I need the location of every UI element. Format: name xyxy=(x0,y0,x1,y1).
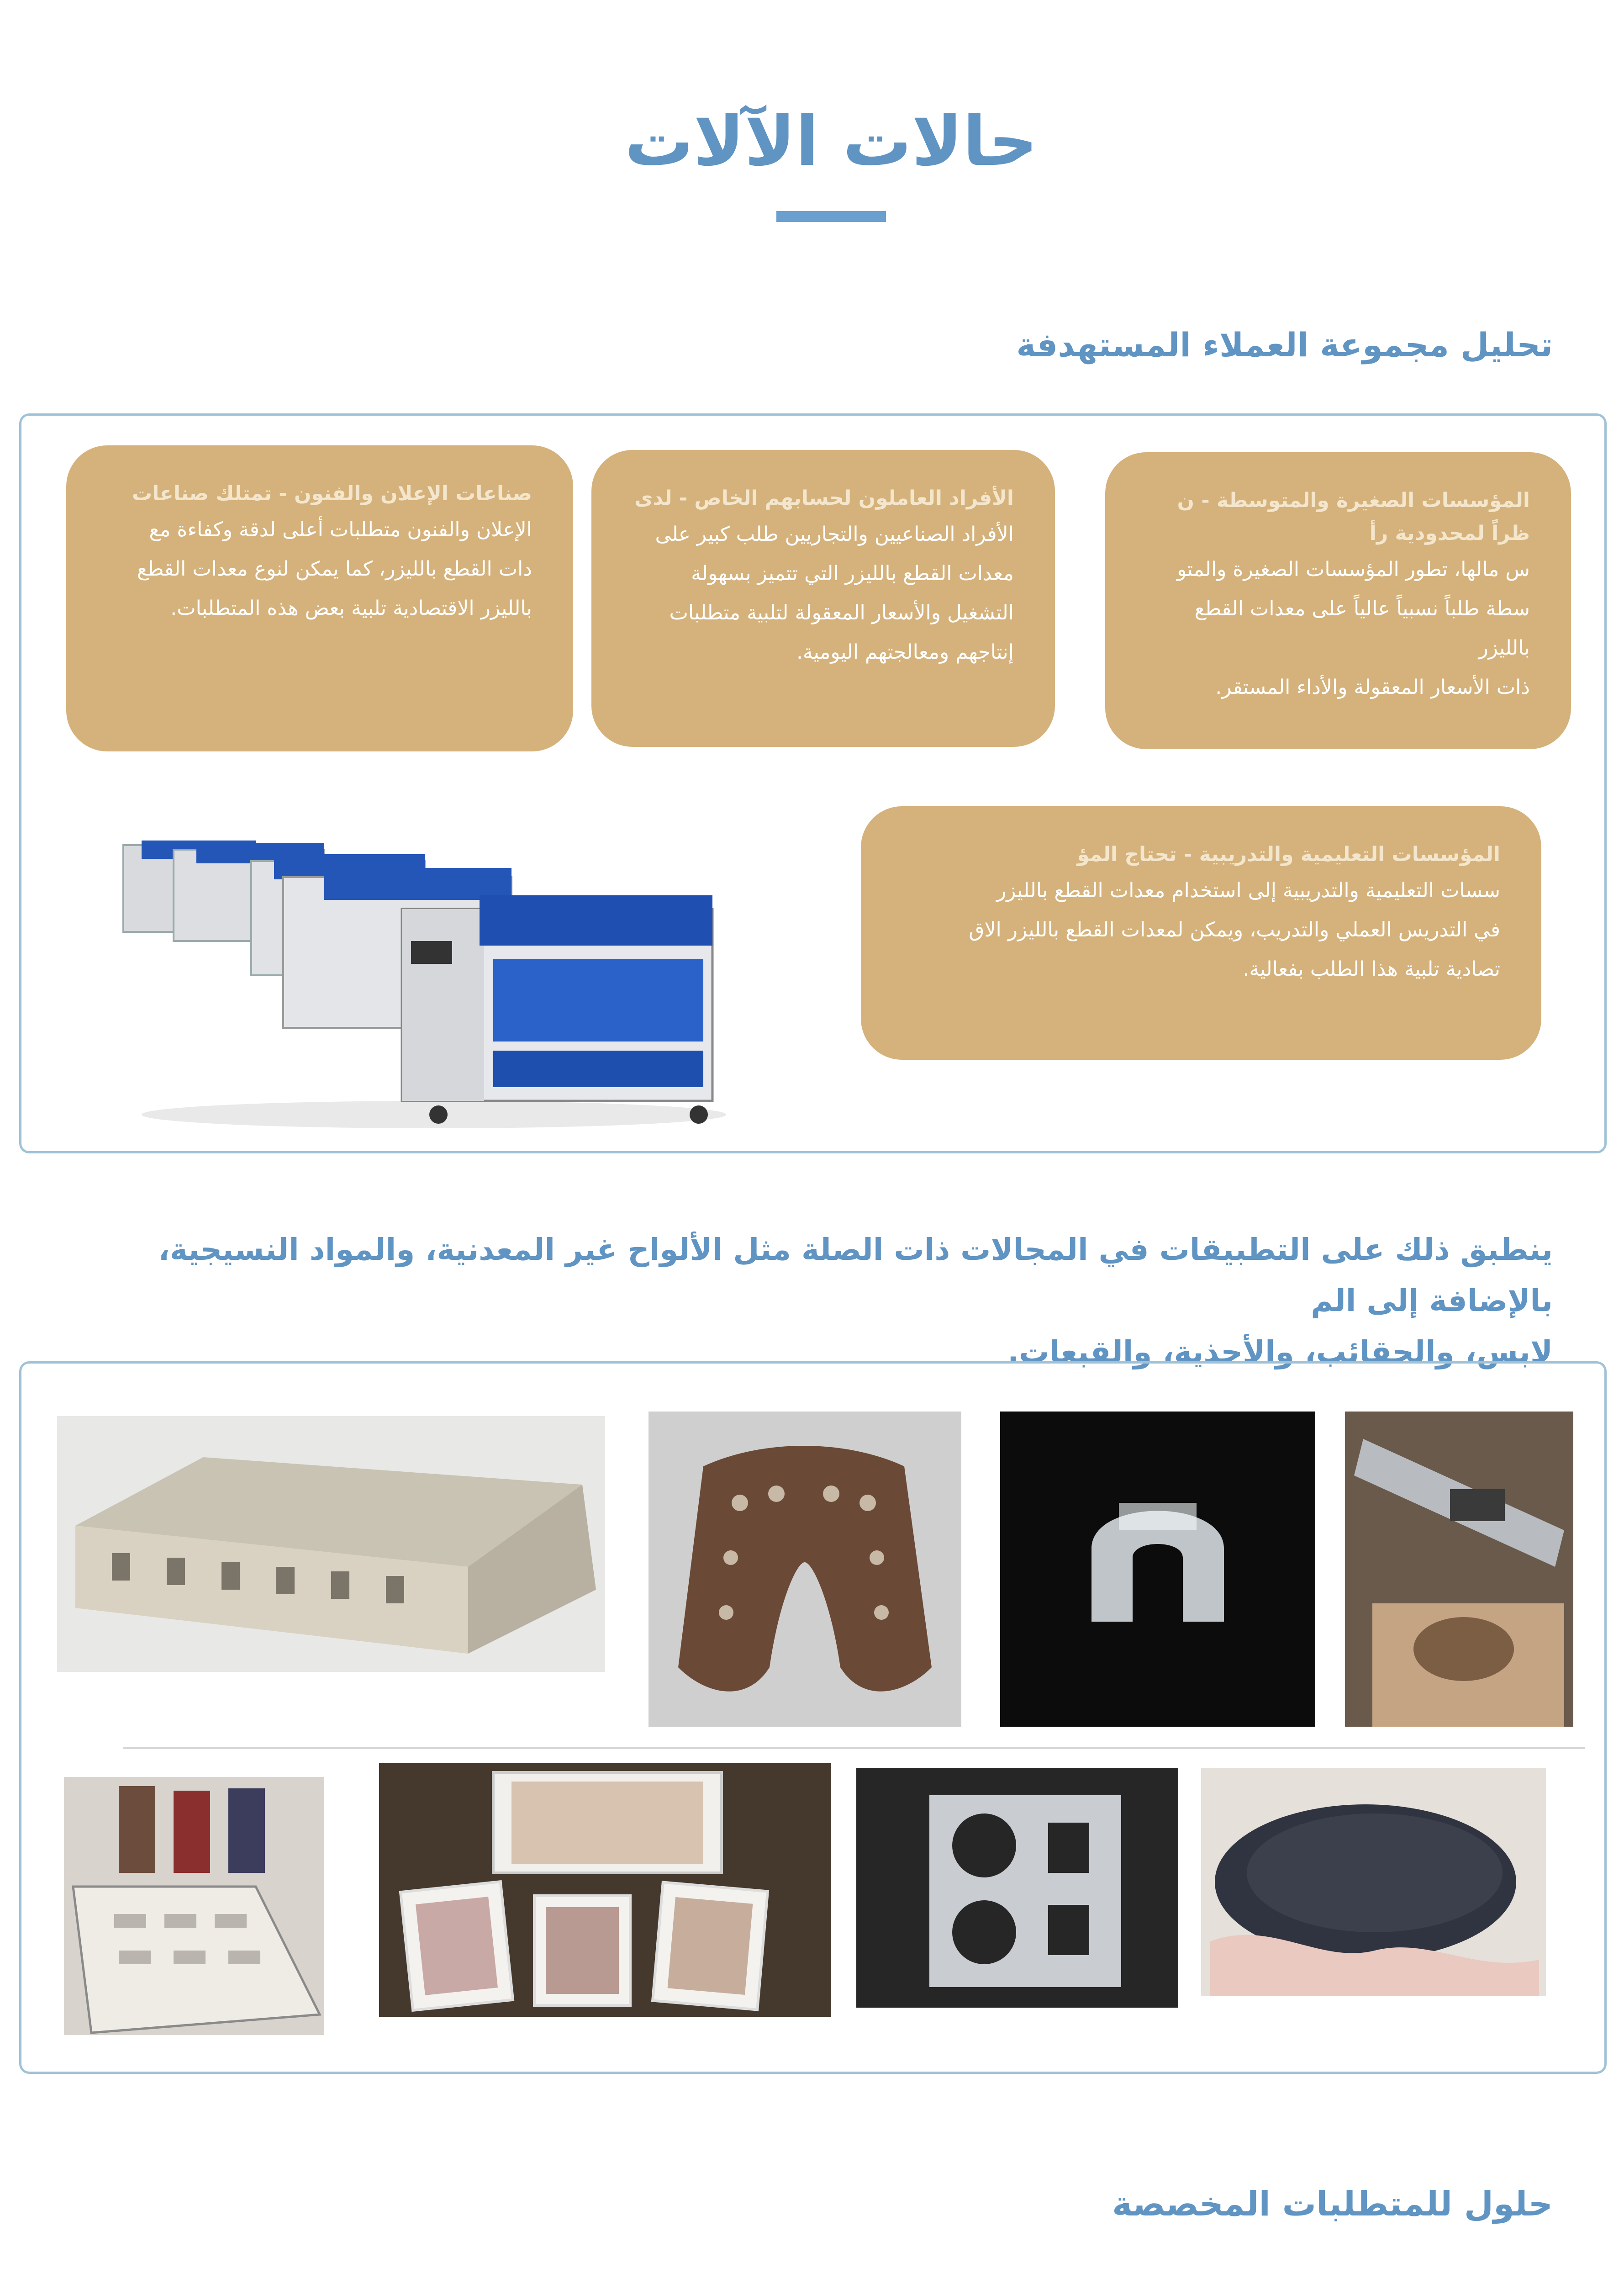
customer-card-title: المؤسسات التعليمية والتدريبية - تحتاج المؤ xyxy=(1077,843,1500,866)
customer-card-body: الإعلان والفنون متطلبات أعلى لدقة وكفاءة مع دات القطع بالليزر، كما يمكن لنوع معدات القطع بالليزر الاقتصادية تلبية بعض هذه المتطلبات. xyxy=(137,518,532,620)
applications-divider xyxy=(123,1747,1585,1749)
customer-card-body: سسات التعليمية والتدريبية إلى استخدام معدات القطع بالليزر في التدريس العملي والتدريب، ويمكن لمعدات القطع بالليزر الاق تصادية تلبية هذا الطلب بفعالية. xyxy=(969,879,1500,981)
customer-card-body: الأفراد الصناعيين والتجاريين طلب كبير على معدات القطع بالليزر التي تتميز بسهولة التشغيل والأسعار المعقولة لتلبية متطلبات إنتاجهم ومعالجتهم اليومية. xyxy=(655,523,1014,664)
customer-card-title: الأفراد العاملون لحسابهم الخاص - لدى xyxy=(634,486,1014,510)
laser-machines-image xyxy=(114,822,767,1133)
photo-acrylic-part xyxy=(1000,1412,1315,1727)
section-heading-custom-solutions: حلول للمتطلبات المخصصة xyxy=(1112,2184,1553,2224)
applications-intro: ينطبق ذلك على التطبيقات في المجالات ذات الصلة مثل الألواح غير المعدنية، والمواد النسيجية، بالإضافة إلى الم لابس، والحقائب، والأحذية، والقبعات. xyxy=(158,1232,1553,1369)
photo-fabric-stack xyxy=(1201,1768,1546,1996)
laser-machine-5 xyxy=(402,895,712,1124)
customer-card-self-employed xyxy=(591,450,1055,747)
photo-wood-caliper xyxy=(1345,1412,1573,1727)
customer-card-body: س مالها، تطور المؤسسات الصغيرة والمتو سطة طلباً نسبياً عالياً على معدات القطع بالليزر ذات الأسعار المعقولة والأداء المستقر. xyxy=(1177,558,1530,699)
photo-photo-frames xyxy=(379,1763,831,2017)
customer-card-advertising xyxy=(66,445,573,751)
photo-architectural-model xyxy=(57,1416,605,1672)
photo-wood-crate xyxy=(64,1777,324,2035)
page-title: حالات الآلات xyxy=(624,102,1038,181)
customer-card-title: المؤسسات الصغيرة والمتوسطة - ن ظراً لمحدودية رأ xyxy=(1177,489,1530,545)
photo-metal-plate xyxy=(856,1768,1178,2008)
section-heading-target-customers: تحليل مجموعة العملاء المستهدفة xyxy=(1016,326,1553,364)
title-underline xyxy=(776,211,886,222)
customer-card-title: صناعات الإعلان والفنون - تمتلك صناعات xyxy=(132,482,532,505)
photo-felt-cut-piece xyxy=(649,1412,961,1727)
customer-card-education xyxy=(861,806,1541,1060)
customer-card-sme xyxy=(1105,452,1571,749)
